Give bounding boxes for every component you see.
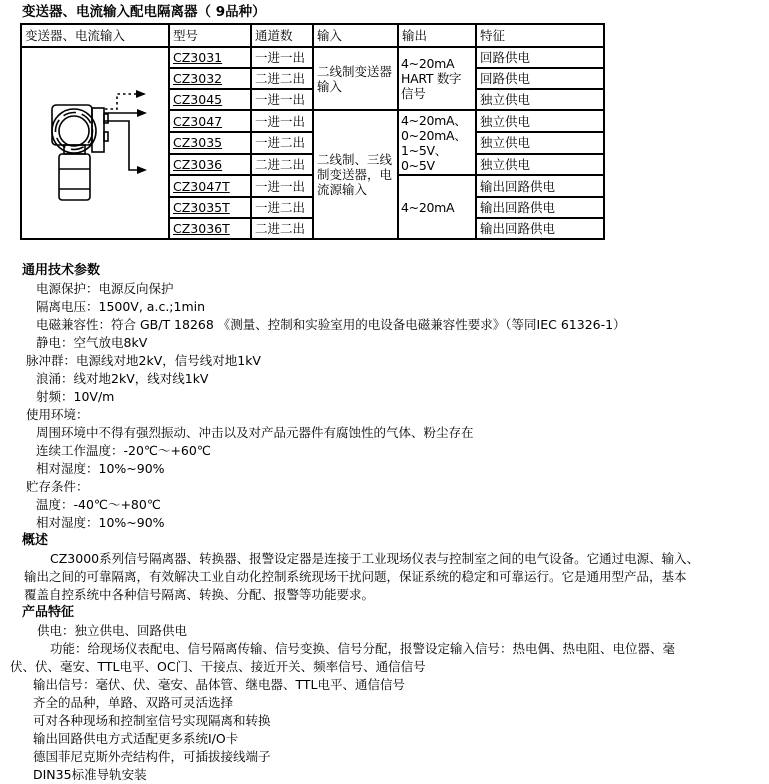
model-cell	[169, 132, 251, 153]
model-link[interactable]: CZ3036T	[173, 221, 230, 236]
model-link[interactable]: CZ3047	[173, 113, 223, 129]
spec-line: 电源保护：电源反向保护	[36, 281, 174, 296]
feature-cell: 输出回路供电	[476, 175, 604, 197]
input-span-cell: 二线制、三线制变送器，电流源输入	[313, 110, 398, 239]
model-cell	[169, 47, 251, 68]
channels-cell: 二进二出	[251, 154, 313, 175]
model-link[interactable]: CZ3036	[173, 156, 223, 172]
model-cell	[169, 218, 251, 239]
spec-line: 贮存条件：	[26, 479, 89, 494]
feature-cell: 回路供电	[476, 68, 604, 89]
model-cell	[169, 89, 251, 110]
spec-line: 静电：空气放电8kV	[36, 335, 148, 350]
model-cell	[169, 110, 251, 132]
feature-cell: 独立供电	[476, 132, 604, 153]
model-cell	[169, 154, 251, 175]
spec-line: 浪涌：线对地2kV，线对线1kV	[36, 371, 209, 386]
page-title: 变送器、电流输入配电隔离器（ 9品种）	[22, 4, 266, 20]
feature-line: 供电：独立供电、回路供电	[37, 623, 188, 638]
overview-text-line: CZ3000系列信号隔离器、转换器、报警设定器是连接于工业现场仪表与控制室之间的电气设备。它通过电源、输入、	[50, 551, 700, 566]
spec-line: 隔离电压：1500V, a.c.;1min	[36, 299, 206, 314]
channels-cell: 一进一出	[251, 89, 313, 110]
feature-line: 齐全的品种，单路、双路可灵活选择	[33, 695, 234, 710]
model-link[interactable]: CZ3031	[173, 50, 223, 65]
model-cell	[169, 197, 251, 218]
feature-line: 德国菲尼克斯外壳结构件，可插拔接线端子	[33, 749, 271, 764]
features-heading: 产品特征	[22, 605, 75, 620]
overview-heading: 概述	[22, 533, 49, 548]
channels-cell: 一进一出	[251, 110, 313, 132]
channels-cell: 一进一出	[251, 175, 313, 197]
model-link[interactable]: CZ3035T	[173, 200, 230, 215]
product-table	[20, 23, 605, 240]
model-cell	[169, 175, 251, 197]
output-span-cell: 4~20mA、0~20mA、1~5V、0~5V	[398, 110, 476, 175]
spec-line: 射频：10V/m	[36, 389, 115, 404]
feature-cell: 回路供电	[476, 47, 604, 68]
transmitter-icon	[22, 48, 166, 235]
spec-line: 周围环境中不得有强烈振动、冲击以及对产品元器件有腐蚀性的气体、粉尘存在	[36, 425, 474, 440]
col-header-channels: 通道数	[251, 24, 313, 47]
feature-cell: 输出回路供电	[476, 218, 604, 239]
spec-line: 相对湿度：10%~90%	[36, 515, 165, 530]
feature-cell: 输出回路供电	[476, 197, 604, 218]
diagram-cell	[21, 47, 169, 239]
col-header-diagram: 变送器、电流输入	[21, 24, 169, 47]
overview-text-line: 输出之间的可靠隔离，有效解决工业自动化控制系统现场干扰问题，保证系统的稳定和可靠运行。它是通用型产品，基本	[24, 569, 687, 584]
col-header-input: 输入	[313, 24, 398, 47]
model-link[interactable]: CZ3035	[173, 135, 223, 151]
feature-line: 功能：给现场仪表配电、信号隔离传输、信号变换、信号分配，报警设定输入信号：热电偶、热电阻、电位器、毫	[50, 641, 676, 656]
channels-cell: 一进二出	[251, 132, 313, 153]
channels-cell: 一进一出	[251, 47, 313, 68]
model-link[interactable]: CZ3047T	[173, 178, 230, 194]
feature-cell: 独立供电	[476, 110, 604, 132]
output-span-cell: 4~20mA	[398, 175, 476, 239]
overview-text-line: 覆盖自控系统中各种信号隔离、转换、分配、报警等功能要求。	[24, 587, 375, 602]
spec-line: 温度：-40℃～+80℃	[36, 497, 161, 512]
feature-line: 伏、伏、毫安、TTL电平、OC门、干接点、接近开关、频率信号、通信信号	[10, 659, 426, 674]
spec-line: 相对湿度：10%~90%	[36, 461, 165, 476]
channels-cell: 一进二出	[251, 197, 313, 218]
model-link[interactable]: CZ3045	[173, 92, 223, 107]
general-specs-heading: 通用技术参数	[22, 263, 101, 278]
col-header-output: 输出	[398, 24, 476, 47]
model-link[interactable]: CZ3032	[173, 71, 223, 86]
col-header-model: 型号	[169, 24, 251, 47]
feature-line: 输出信号：毫伏、伏、毫安、晶体管、继电器、TTL电平、通信信号	[33, 677, 406, 692]
table-row	[21, 47, 604, 68]
spec-line: 连续工作温度：-20℃～+60℃	[36, 443, 211, 458]
input-span-cell: 二线制变送器输入	[313, 47, 398, 110]
feature-line: DIN35标准导轨安装	[33, 767, 147, 782]
spec-line: 使用环境：	[26, 407, 89, 422]
col-header-feature: 特征	[476, 24, 604, 47]
feature-cell: 独立供电	[476, 89, 604, 110]
spec-line: 电磁兼容性：符合 GB/T 18268 《测量、控制和实验室用的电设备电磁兼容性要求》（等同IEC 61326-1）	[36, 317, 626, 332]
feature-cell: 独立供电	[476, 154, 604, 175]
model-cell	[169, 68, 251, 89]
feature-line: 输出回路供电方式适配更多系统I/O卡	[33, 731, 239, 746]
channels-cell: 二进二出	[251, 218, 313, 239]
spec-line: 脉冲群：电源线对地2kV，信号线对地1kV	[26, 353, 261, 368]
channels-cell: 二进二出	[251, 68, 313, 89]
feature-line: 可对各种现场和控制室信号实现隔离和转换	[33, 713, 271, 728]
document-body	[0, 262, 769, 784]
output-span-cell: 4~20mA HART 数字信号	[398, 47, 476, 110]
